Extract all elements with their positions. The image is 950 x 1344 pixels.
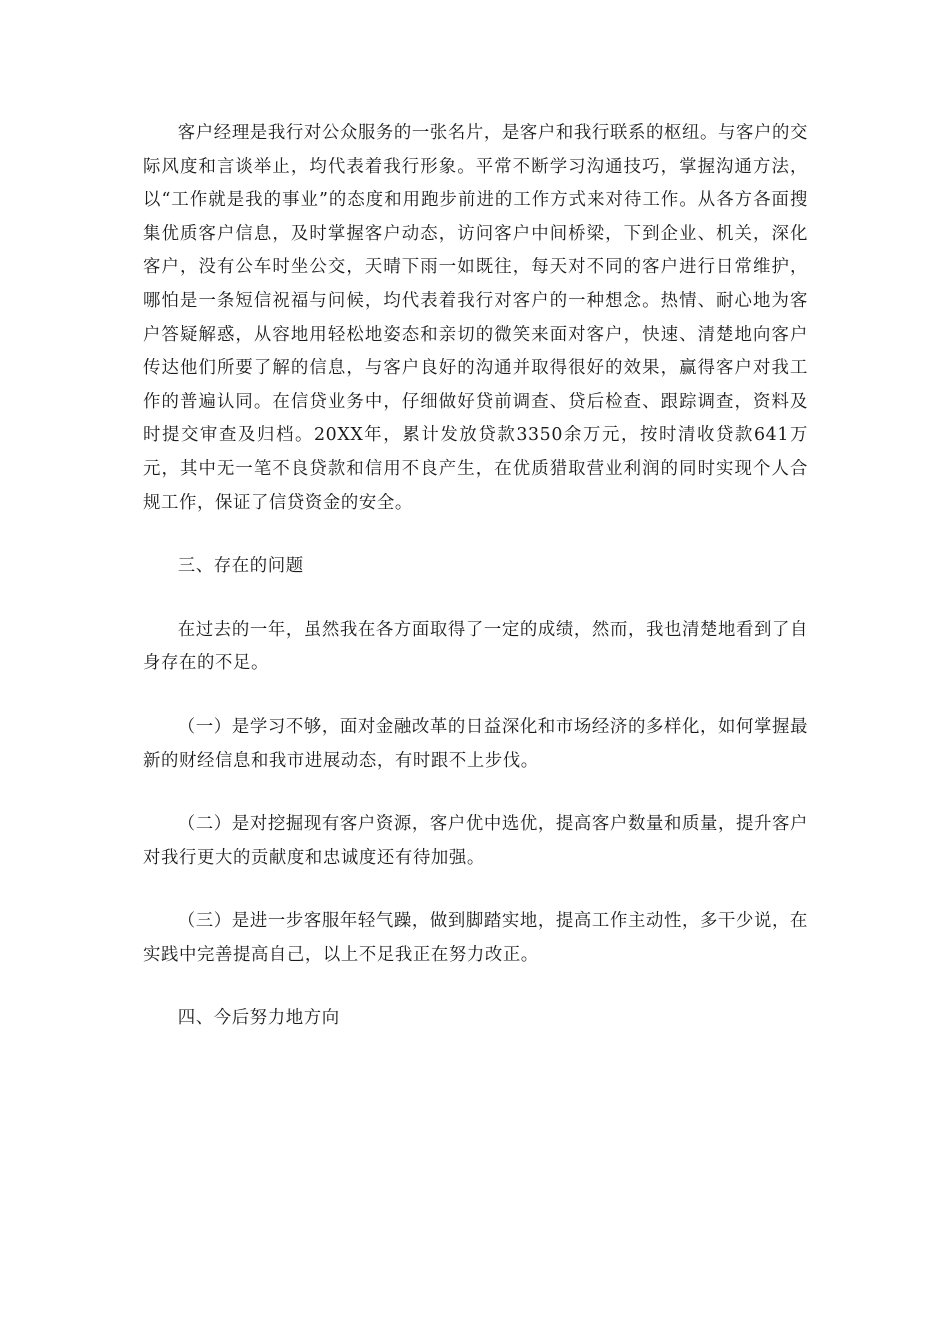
- paragraph-problem-three: （三）是进一步客服年轻气躁，做到脚踏实地，提高工作主动性，多干少说，在实践中完善提高自己，以上不足我正在努力改正。: [143, 911, 808, 965]
- heading-future-direction: 四、今后努力地方向: [177, 1008, 340, 1029]
- paragraph-problem-two: （二）是对挖掘现有客户资源，客户优中选优，提高客户数量和质量，提升客户对我行更大的贡献度和忠诚度还有待加强。: [143, 814, 808, 868]
- document-body: [143, 117, 808, 1036]
- heading-existing-problems: 三、存在的问题: [177, 556, 304, 577]
- paragraph-problem-one: （一）是学习不够，面对金融改革的日益深化和市场经济的多样化，如何掌握最新的财经信息和我市进展动态，有时跟不上步伐。: [143, 716, 808, 771]
- paragraph-customer-manager: 客户经理是我行对公众服务的一张名片，是客户和我行联系的枢纽。与客户的交际风度和言谈举止，均代表着我行形象。平常不断学习沟通技巧，掌握沟通方法，以“工作就是我的事业”的态度和用跑步前进的工作方式来对待工作。从各方各面搜集优质客户信息，及时掌握客户动态，访问客户中间桥梁，下到企业、机关，深化客户，没有公车时坐公交，天晴下雨一如既往，每天对不同的客户进行日常维护，哪怕是一条短信祝福与问候，均代表着我行对客户的一种想念。热情、耐心地为客户答疑解惑，从容地用轻松地姿态和亲切的微笑来面对客户，快速、清楚地向客户传达他们所要了解的信息，与客户良好的沟通并取得很好的效果，赢得客户对我工作的普遍认同。在信贷业务中，仔细做好贷前调查、贷后检查、跟踪调查，资料及时提交审查及归档。20XX年，累计发放贷款3350余万元，按时清收贷款641万元，其中无一笔不良贷款和信用不良产生，在优质猎取营业利润的同时实现个人合规工作，保证了信贷资金的安全。: [143, 123, 808, 513]
- paragraph-shortcomings-intro: 在过去的一年，虽然我在各方面取得了一定的成绩，然而，我也清楚地看到了自身存在的不足。: [143, 619, 808, 674]
